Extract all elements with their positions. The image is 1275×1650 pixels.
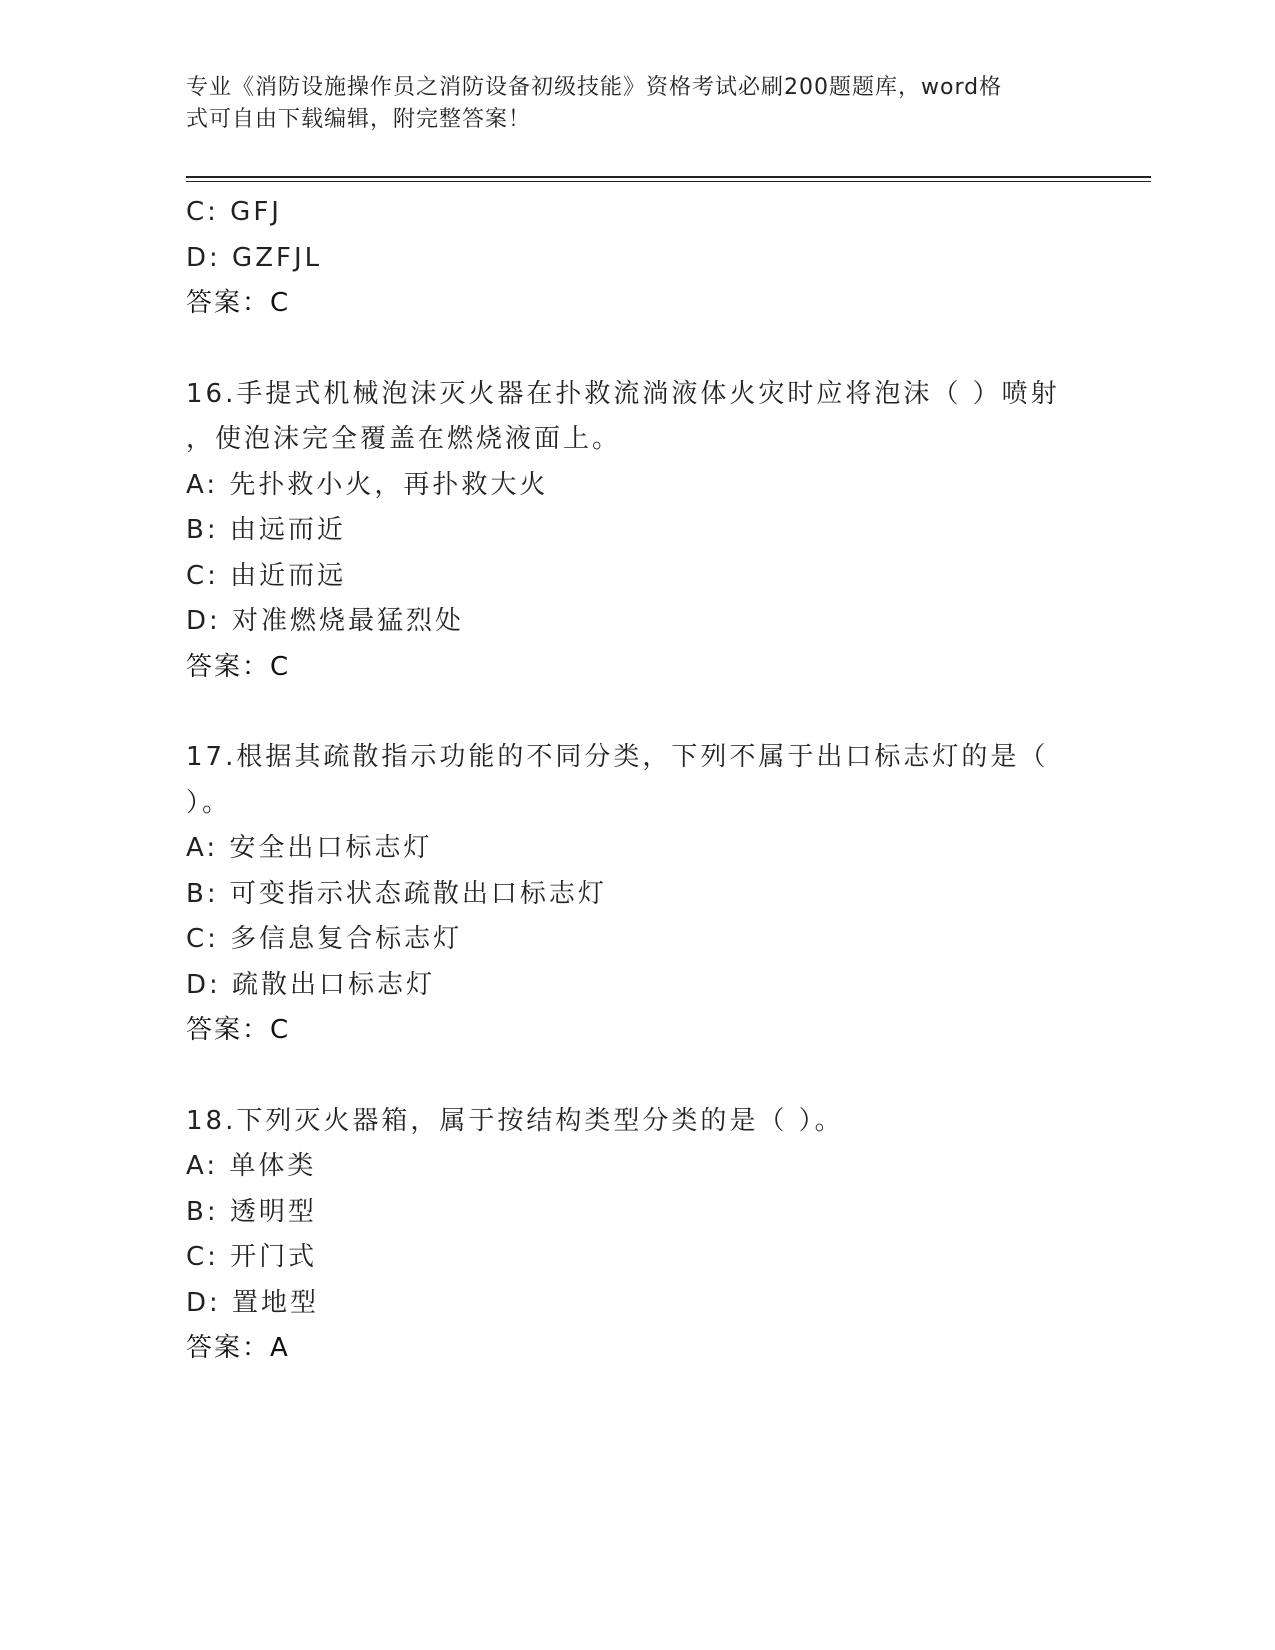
option-a: A: 单体类 xyxy=(186,1151,317,1181)
question-18 xyxy=(186,1099,1086,1372)
option-c: C: 多信息复合标志灯 xyxy=(186,924,463,954)
header-divider-thin xyxy=(186,181,1151,182)
option-c: C: 由近而远 xyxy=(186,560,347,591)
question-16 xyxy=(186,372,1086,691)
answer: 答案：C xyxy=(186,651,291,682)
option-d: D: 疏散出口标志灯 xyxy=(186,969,436,1000)
page-header xyxy=(186,72,1086,136)
header-divider-thick xyxy=(186,176,1151,178)
question-text-line: 17.根据其疏散指示功能的不同分类，下列不属于出口标志灯的是（ xyxy=(186,742,1049,772)
question-text-line: ，使泡沫完全覆盖在燃烧液面上。 xyxy=(186,424,622,454)
option-b: B: 由远而近 xyxy=(186,515,346,545)
question-17 xyxy=(186,735,1086,1054)
carryover-question xyxy=(186,190,1086,327)
option-a: A: 先扑救小火，再扑救大火 xyxy=(186,469,549,500)
header-line-1: 专业《消防设施操作员之消防设备初级技能》资格考试必刷200题题库，word格 xyxy=(186,75,1003,100)
answer: 答案：C xyxy=(186,288,291,318)
question-text-line: 18.下列灭火器箱，属于按结构类型分类的是（ ）。 xyxy=(186,1105,844,1136)
option-c: C: 开门式 xyxy=(186,1242,318,1272)
answer: 答案：A xyxy=(186,1333,290,1363)
option-d: D: GZFJL xyxy=(186,242,323,273)
question-text-line: 16.手提式机械泡沫灭火器在扑救流淌液体火灾时应将泡沫（ ）喷射 xyxy=(186,378,1060,409)
option-c: C: GFJ xyxy=(186,197,282,227)
question-text-line: ）。 xyxy=(186,787,232,818)
option-a: A: 安全出口标志灯 xyxy=(186,833,433,863)
question-list xyxy=(186,190,1086,1372)
option-b: B: 可变指示状态疏散出口标志灯 xyxy=(186,878,607,909)
option-d: D: 置地型 xyxy=(186,1287,320,1318)
answer: 答案：C xyxy=(186,1015,291,1045)
option-d: D: 对准燃烧最猛烈处 xyxy=(186,606,465,636)
header-line-2: 式可自由下载编辑，附完整答案！ xyxy=(186,107,532,132)
option-b: B: 透明型 xyxy=(186,1196,317,1227)
